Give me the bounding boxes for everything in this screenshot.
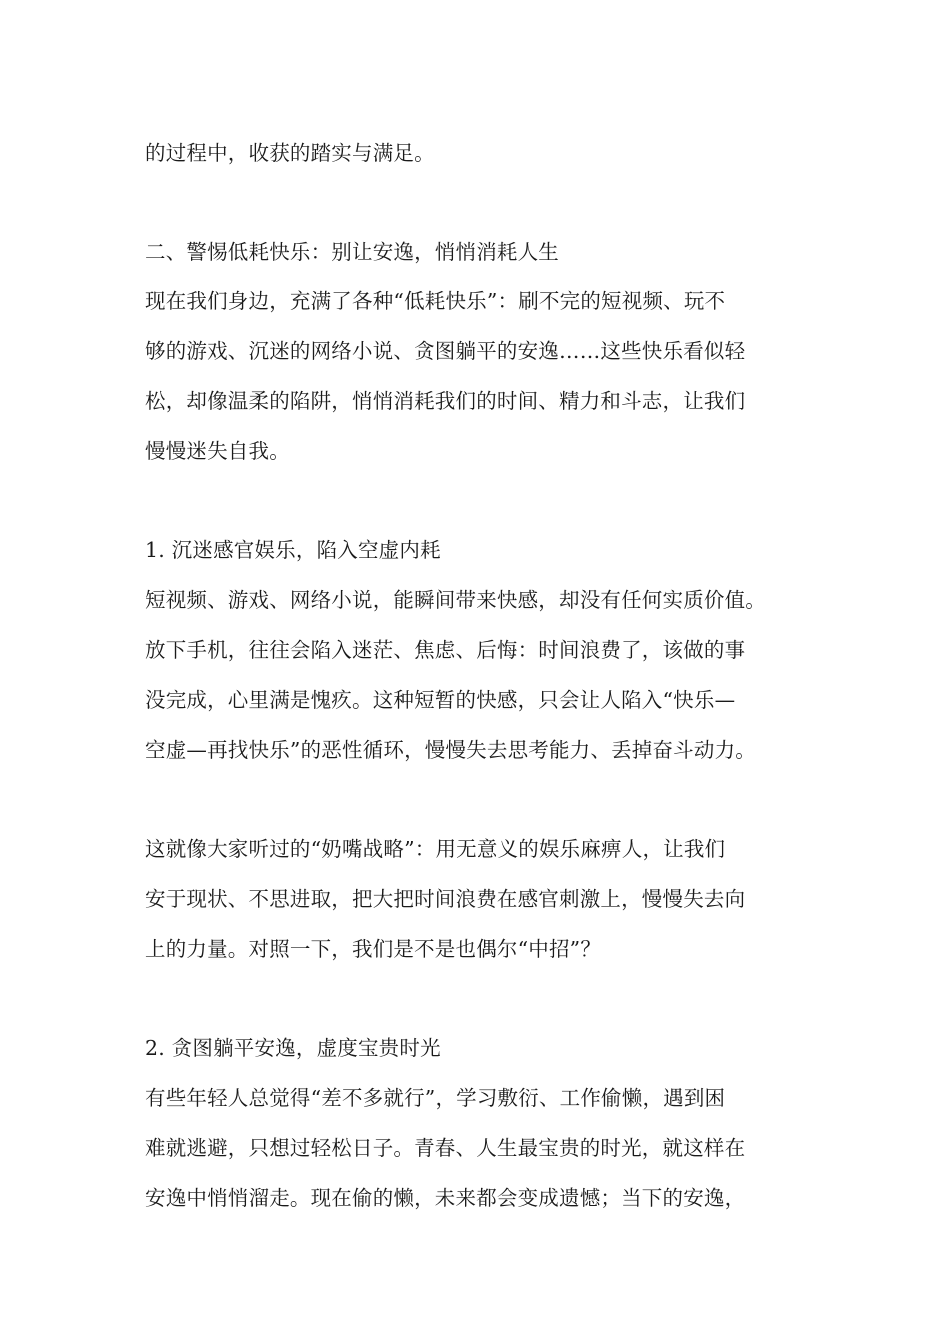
paragraph-line: 安逸中悄悄溜走。现在偷的懒，未来都会变成遗憾；当下的安逸， <box>145 1186 746 1210</box>
paragraph-line: 现在我们身边，充满了各种“低耗快乐”：刷不完的短视频、玩不 <box>145 289 726 313</box>
paragraph-line: 够的游戏、沉迷的网络小说、贪图躺平的安逸……这些快乐看似轻 <box>145 339 746 363</box>
subsection-heading: 2. 贪图躺平安逸，虚度宝贵时光 <box>145 1036 441 1060</box>
paragraph-line: 上的力量。对照一下，我们是不是也偶尔“中招”？ <box>145 937 602 961</box>
paragraph-line: 这就像大家听过的“奶嘴战略”：用无意义的娱乐麻痹人，让我们 <box>145 837 726 861</box>
paragraph-line: 放下手机，往往会陷入迷茫、焦虑、后悔：时间浪费了，该做的事 <box>145 638 746 662</box>
subsection-heading: 1. 沉迷感官娱乐，陷入空虚内耗 <box>145 538 441 562</box>
paragraph-line: 的过程中，收获的踏实与满足。 <box>145 141 435 165</box>
paragraph-line: 松，却像温柔的陷阱，悄悄消耗我们的时间、精力和斗志，让我们 <box>145 389 746 413</box>
paragraph-line: 难就逃避，只想过轻松日子。青春、人生最宝贵的时光，就这样在 <box>145 1136 746 1160</box>
paragraph-line: 慢慢迷失自我。 <box>145 439 290 463</box>
paragraph-line: 有些年轻人总觉得“差不多就行”，学习敷衍、工作偷懒，遇到困 <box>145 1086 726 1110</box>
paragraph-line: 空虚—再找快乐”的恶性循环，慢慢失去思考能力、丢掉奋斗动力。 <box>145 738 756 762</box>
paragraph-line: 短视频、游戏、网络小说，能瞬间带来快感，却没有任何实质价值。 <box>145 588 766 612</box>
paragraph-line: 安于现状、不思进取，把大把时间浪费在感官刺激上，慢慢失去向 <box>145 887 746 911</box>
section-heading: 二、警惕低耗快乐：别让安逸，悄悄消耗人生 <box>145 240 559 264</box>
paragraph-line: 没完成，心里满是愧疚。这种短暂的快感，只会让人陷入“快乐— <box>145 688 736 712</box>
